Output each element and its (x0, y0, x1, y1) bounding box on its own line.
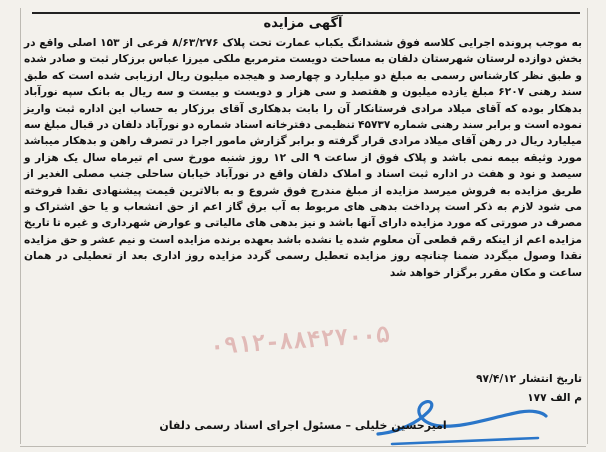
phone-watermark: ۰۹۱۲-۸۸۴۲۷۰۰۵ (209, 321, 391, 361)
notice-body: به موجب پرونده اجرایی کلاسه فوق ششدانگ یکباب عمارت تحت پلاک ۸/۶۳/۲۷۶ فرعی از ۱۵۳ اصلی واقع در بخش دوازده لرستان شهرستان دلفان به مساحت دویست مترمربع ملکی میرزا عباس برزکار ثبت و صادر شده و طبق نظر کارشناس رسمی به مبلغ دو میلیارد و چهارصد و هیجده میلیون ریال ارزیابی شده است که طبق سند رهنی ۶۲۰۷ مبلغ یازده میلیون و هفتصد و سی هزار و دویست و بیست و سه ریال به بانک سپه نورآباد بدهکار بوده که آقای میلاد مرادی فرستانکار آن را بابت بدهکاری آقای برزکار به حساب این اداره ثبت واریز نموده است و برابر سند رهنی شماره ۴۵۷۳۷ تنظیمی دفترخانه اسناد شماره دو نورآباد دلفان در قبال مبلغ سه میلیارد ریال در رهن آقای میلاد مرادی قرار گرفته و برابر گزارش مامور اجرا در تصرف راهن و بدهکار میباشد مورد وثیقه بیمه نمی باشد و پلاک فوق از ساعت ۹ الی ۱۲ روز شنبه مورخ سی ام تیرماه سال یک هزار و سیصد و نود و هفت در اداره ثبت اسناد و املاک دلفان واقع در نورآباد خیابان ساحلی جنب مصلی الغدیر از طریق مزایده به فروش میرسد مزایده از مبلغ مندرج فوق شروع و به بالاترین قیمت پیشنهادی نقدا فروخته می شود لازم به ذکر است پرداخت بدهی های مربوط به آب برق گاز اعم از حق انشعاب و یا حق اشتراک و مصرف در صورتی که مورد مزایده دارای آنها باشد و نیز بدهی های مالیاتی و عوارض شهرداری و غیره تا تاریخ مزایده اعم از اینکه رقم قطعی آن معلوم شده یا نشده باشد بعهده برنده مزایده است و نیم عشر و حق مزایده نقدا وصول میگردد ضمنا چنانچه روز مزایده تعطیل رسمی گردد مزایده روز اداری بعد از تعطیلی در همان ساعت و مکان مقرر برگزار خواهد شد (24, 37, 582, 279)
top-divider (32, 12, 580, 14)
bottom-divider (20, 446, 586, 447)
notice-title: آگهی مزایده (263, 16, 343, 31)
publication-date: تاریخ انتشار ۹۷/۴/۱۲ (476, 373, 582, 385)
signatory-line: امیرحسین خلیلی – مسئول اجرای اسناد رسمی دلفان (159, 419, 447, 432)
reference-code: م الف ۱۷۷ (527, 392, 582, 404)
handwritten-signature (370, 382, 550, 448)
